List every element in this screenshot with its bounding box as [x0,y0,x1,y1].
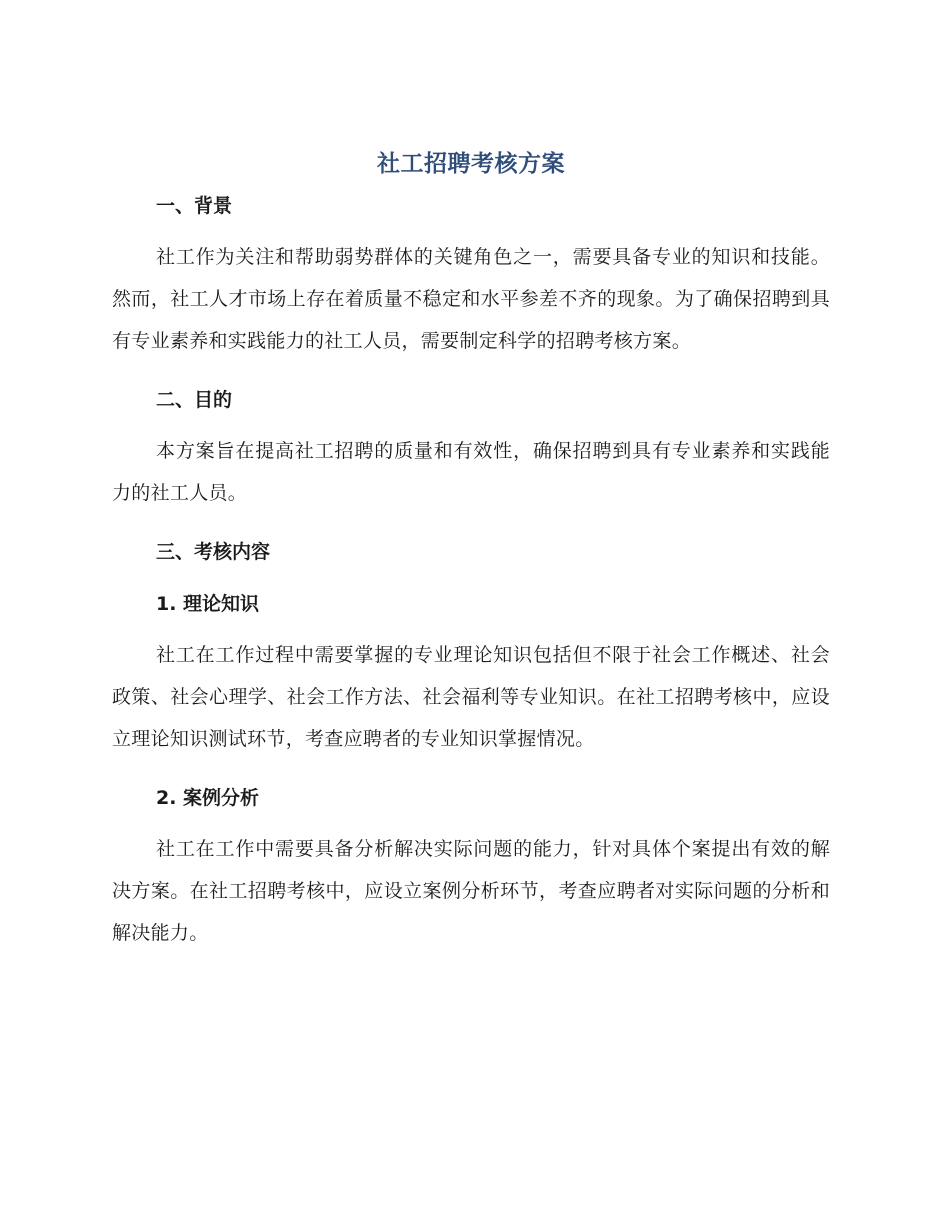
spacer [112,618,830,634]
section-paragraph-purpose: 本方案旨在提高社工招聘的质量和有效性，确保招聘到具有专业素养和实践能力的社工人员。 [112,440,830,504]
section-heading-purpose: 二、目的 [156,389,233,411]
section-heading-content: 三、考核内容 [156,541,271,563]
document-body [112,148,830,954]
subsection-heading-theory: 1. 理论知识 [156,593,260,615]
spacer [112,362,830,386]
subsection-heading-case-analysis: 2. 案例分析 [156,787,260,809]
section-paragraph-background: 社工作为关注和帮助弱势群体的关键角色之一，需要具备专业的知识和技能。然而，社工人才市场上存在着质量不稳定和水平参差不齐的现象。为了确保招聘到具有专业素养和实践能力的社工人员，需要制定科学的招聘考核方案。 [112,246,830,352]
spacer [112,760,830,784]
section-heading-background: 一、背景 [156,195,233,217]
subsection-paragraph-case-analysis: 社工在工作中需要具备分析解决实际问题的能力，针对具体个案提出有效的解决方案。在社工招聘考核中，应设立案例分析环节，考查应聘者对实际问题的分析和解决能力。 [112,838,830,944]
spacer [112,220,830,236]
spacer [112,514,830,538]
spacer [112,414,830,430]
spacer [112,566,830,590]
document-title: 社工招聘考核方案 [377,151,565,177]
subsection-paragraph-theory: 社工在工作过程中需要掌握的专业理论知识包括但不限于社会工作概述、社会政策、社会心理学、社会工作方法、社会福利等专业知识。在社工招聘考核中，应设立理论知识测试环节，考查应聘者的专业知识掌握情况。 [112,644,830,750]
spacer [112,812,830,828]
